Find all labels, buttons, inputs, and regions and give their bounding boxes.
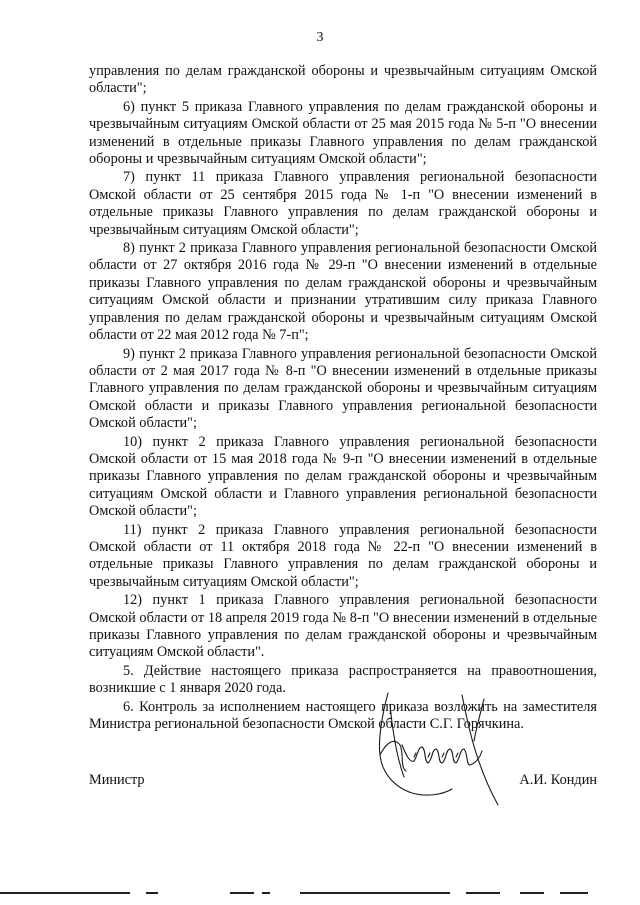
- list-item-8: 8) пункт 2 приказа Главного управления региональной безопасности Омской области от 27 октября 2016 года № 29-п "О внесении изменений в отдельные приказы Главного управления по делам гражданской обороны и чрезвычайным ситуациям Омской области и признании утратившим силу приказа Главного управления по делам гражданской обороны и чрезвычайным ситуациям Омской области от 22 мая 2012 года № 7-п";: [89, 240, 597, 344]
- list-item-6: 6) пункт 5 приказа Главного управления по делам гражданской обороны и чрезвычайным ситуациям Омской области от 25 мая 2015 года № 5-п "О внесении изменений в отдельные приказы Главного управления по делам гражданской обороны и чрезвычайным ситуациям Омской области";: [89, 98, 597, 168]
- footer-rule: [230, 892, 254, 894]
- list-item-9: 9) пункт 2 приказа Главного управления региональной безопасности Омской области от 2 мая 2017 года № 8-п "О внесении изменений в отдельные приказы Главного управления по делам гражданской обороны и чрезвычайным ситуациям Омской области и приказы Главного управления региональной безопасности Омской области";: [89, 345, 597, 432]
- clause-5: 5. Действие настоящего приказа распространяется на правоотношения, возникшие с 1 января 2020 года.: [89, 662, 597, 697]
- list-item-10: 10) пункт 2 приказа Главного управления региональной безопасности Омской области от 15 мая 2018 года № 9-п "О внесении изменений в отдельные приказы Главного управления по делам гражданской обороны и чрезвычайным ситуациям Омской области и Главного управления региональной безопасности Омской области";: [89, 433, 597, 520]
- footer-rule: [262, 892, 270, 894]
- signature-block: [89, 772, 597, 792]
- signatory-name: А.И. Кондин: [519, 772, 597, 788]
- signatory-title: Министр: [89, 772, 145, 788]
- list-item-12: 12) пункт 1 приказа Главного управления региональной безопасности Омской области от 18 апреля 2019 года № 8-п "О внесении изменений в отдельные приказы Главного управления по делам гражданской обороны и чрезвычайным ситуациям Омской области".: [89, 592, 597, 661]
- footer-rule: [146, 892, 158, 894]
- paragraph-continuation: управления по делам гражданской обороны и чрезвычайным ситуациям Омской области";: [89, 63, 597, 97]
- footer-rule: [560, 892, 588, 894]
- clause-6: 6. Контроль за исполнением настоящего приказа возложить на заместителя Министра региональной безопасности Омской области С.Г. Горячкина.: [89, 698, 597, 733]
- footer-rule: [466, 892, 500, 894]
- list-item-11: 11) пункт 2 приказа Главного управления региональной безопасности Омской области от 11 октября 2018 года № 22-п "О внесении изменений в отдельные приказы Главного управления по делам гражданской обороны и чрезвычайным ситуациям Омской области";: [89, 521, 597, 590]
- page-number: 3: [316, 30, 324, 45]
- document-body: [89, 63, 597, 733]
- footer-rule: [0, 892, 130, 894]
- footer-rule: [520, 892, 544, 894]
- list-item-7: 7) пункт 11 приказа Главного управления региональной безопасности Омской области от 25 сентября 2015 года № 1-п "О внесении изменений в отдельные приказы Главного управления по делам гражданской обороны и чрезвычайным ситуациям Омской области";: [89, 169, 597, 238]
- footer-rule: [300, 892, 450, 894]
